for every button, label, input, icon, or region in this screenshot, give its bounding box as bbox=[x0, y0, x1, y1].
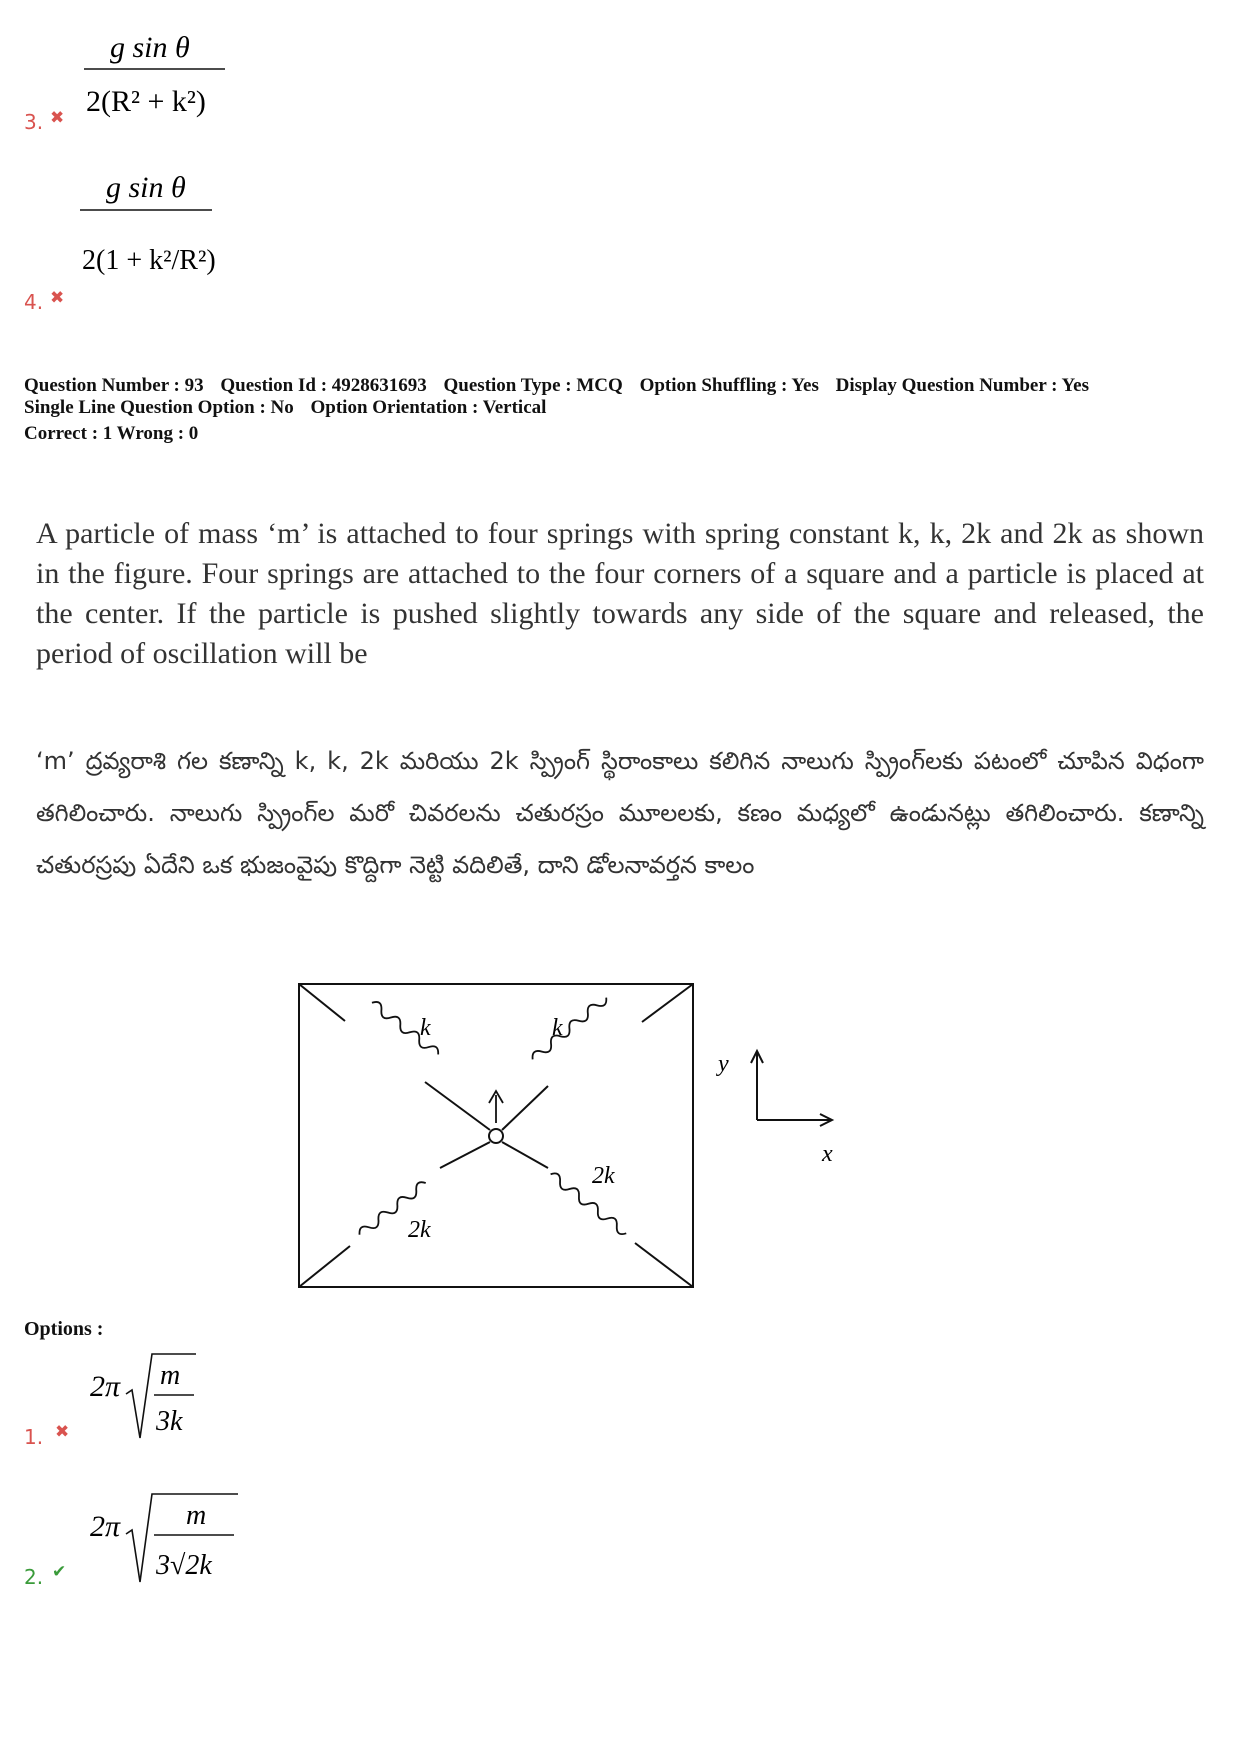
spring-bottom-right bbox=[548, 1171, 629, 1237]
denominator: 2(1 + k²/R²) bbox=[82, 245, 216, 276]
meta-line-1 bbox=[24, 375, 1101, 397]
label-bottom-right: 2k bbox=[592, 1163, 615, 1189]
question-text-english: A particle of mass ‘m’ is attached to four springs with spring constant k, k, 2k and 2k as shown in the figure. Four springs are attached to the four corners of a square and a particle is placed at the center. If the particle is pushed slightly towards any side of the square and released, the period of oscillation will be bbox=[36, 517, 1204, 670]
meta-option-orientation: Option Orientation : Vertical bbox=[310, 397, 547, 418]
option-formula bbox=[88, 1350, 228, 1450]
wire-top-right-inner bbox=[502, 1086, 548, 1130]
wire-bottom-right-outer bbox=[635, 1243, 693, 1287]
denominator: 2(R² + k²) bbox=[86, 85, 206, 118]
numerator: g sin θ bbox=[106, 171, 186, 204]
wire-bottom-left-inner bbox=[440, 1142, 490, 1168]
label-bottom-left: 2k bbox=[408, 1217, 431, 1243]
option-formula bbox=[88, 1490, 268, 1595]
meta-question-number: Question Number : 93 bbox=[24, 375, 204, 396]
option-number: 3. bbox=[24, 110, 44, 134]
prefix: 2π bbox=[90, 1510, 121, 1543]
question-text-telugu: ‘m’ ద్రవ్యరాశి గల కణాన్ని k, k, 2k మరియు 2k స్ప్రింగ్ స్థిరాంకాలు కలిగిన నాలుగు స్ప్రింగ్‌లకు పటంలో చూపిన విధంగా తగిలించారు. నాలుగు స్ప్రింగ్‌ల మరో చివరలను చతురస్రం మూలలకు, కణం మధ్యలో ఉండునట్లు తగిలించారు. కణాన్ని చతురస్రపు ఏదేని ఒక భుజంవైపు కొద్దిగా నెట్టి వదిలితే, దాని డోలనావర్తన కాలం bbox=[36, 747, 1204, 879]
y-axis-label: y bbox=[718, 1051, 729, 1077]
label-top-right: k bbox=[552, 1015, 563, 1041]
option-number: 2. bbox=[24, 1565, 44, 1589]
numerator: m bbox=[160, 1360, 181, 1391]
option-number: 1. bbox=[24, 1425, 44, 1449]
denominator: 3k bbox=[156, 1406, 183, 1437]
spring-figure bbox=[290, 975, 850, 1295]
numerator: m bbox=[186, 1500, 207, 1531]
denominator: 3√2k bbox=[156, 1550, 212, 1581]
wire-top-left-outer bbox=[299, 984, 345, 1021]
label-top-left: k bbox=[420, 1015, 431, 1041]
meta-question-type: Question Type : MCQ bbox=[443, 375, 623, 396]
option-formula bbox=[80, 25, 240, 125]
meta-line-2 bbox=[24, 397, 1101, 419]
options-label: Options : bbox=[24, 1318, 104, 1340]
correct-mark-icon: ✔ bbox=[52, 1562, 67, 1582]
option-formula bbox=[80, 165, 240, 310]
spring-top-right bbox=[530, 994, 609, 1063]
wrong-mark-icon: ✖ bbox=[50, 108, 65, 128]
wrong-mark-icon: ✖ bbox=[55, 1422, 70, 1442]
prefix: 2π bbox=[90, 1370, 121, 1403]
meta-option-shuffling: Option Shuffling : Yes bbox=[639, 375, 819, 396]
question-meta bbox=[24, 375, 1101, 445]
meta-display-question-number: Display Question Number : Yes bbox=[835, 375, 1089, 396]
wire-top-right-outer bbox=[642, 984, 693, 1022]
numerator: g sin θ bbox=[110, 31, 190, 64]
meta-marks: Correct : 1 Wrong : 0 bbox=[24, 423, 199, 444]
option-number: 4. bbox=[24, 290, 44, 314]
meta-question-id: Question Id : 4928631693 bbox=[220, 375, 427, 396]
particle bbox=[489, 1129, 503, 1143]
x-axis-label: x bbox=[822, 1141, 833, 1167]
meta-single-line-option: Single Line Question Option : No bbox=[24, 397, 294, 418]
wire-bottom-right-inner bbox=[502, 1142, 548, 1168]
wire-bottom-left-outer bbox=[299, 1246, 350, 1287]
wrong-mark-icon: ✖ bbox=[50, 288, 65, 308]
wire-top-left-inner bbox=[425, 1082, 490, 1130]
